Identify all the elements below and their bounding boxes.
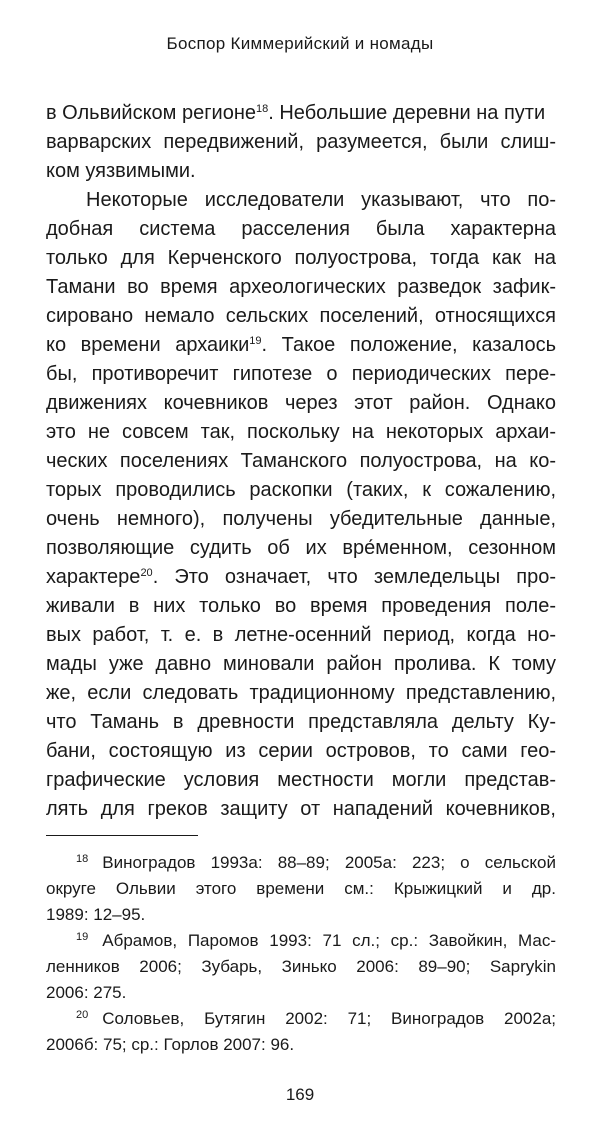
running-header: Боспор Киммерийский и номады <box>166 34 434 53</box>
footnote-number: 19 <box>76 931 89 943</box>
footnote-19: $^{19}$ Абрамов, Паромов 1993: 71 сл.; ср.: Завойкин, Мас- <box>76 931 556 950</box>
body-line: в Ольвийском регионе$^{18}$. Небольшие деревни на пути <box>46 102 546 124</box>
footnote-separator <box>46 835 198 836</box>
body-line: ком уязвимыми. <box>46 160 196 182</box>
body-line: графические условия местности могли представ- <box>46 769 556 791</box>
footnote-number: 18 <box>76 853 89 865</box>
body-line: торых проводились раскопки (таких, к сожалению, <box>46 479 556 501</box>
page-number: 169 <box>285 1085 315 1104</box>
footnote-number: 20 <box>76 1009 89 1021</box>
body-line: лять для греков защиту от нападений кочевников, <box>46 798 556 820</box>
body-line: бы, противоречит гипотезе о периодических пере- <box>46 363 556 385</box>
footnote-line: ленников 2006; Зубарь, Зинько 2006: 89–90; Saprykin <box>46 957 556 976</box>
footnote-ref[interactable]: 19 <box>249 335 262 347</box>
body-line: позволяющие судить об их вре́менном, сезонном <box>46 537 556 559</box>
body-line: Тамани во время археологических разведок зафик- <box>46 276 556 298</box>
body-line: мады уже давно миновали район пролива. К тому <box>46 653 556 675</box>
body-line: движениях кочевников через этот район. Однако <box>46 392 556 414</box>
body-line: очень немного), получены убедительные данные, <box>46 508 556 530</box>
footnote-line: 1989: 12–95. <box>46 905 146 924</box>
footnote-18: $^{18}$ Виноградов 1993а: 88–89; 2005а: 223; о сельской <box>76 853 556 872</box>
body-line: характере$^{20}$. Это означает, что земледельцы про- <box>46 566 556 588</box>
footnote-line: 2006: 275. <box>46 983 127 1002</box>
footnote-line: 2006б: 75; ср.: Горлов 2007: 96. <box>46 1035 295 1054</box>
footnote-ref[interactable]: 18 <box>255 103 269 115</box>
body-line: только для Керченского полуострова, тогда как на <box>46 247 556 269</box>
body-line: Некоторые исследователи указывают, что по- <box>86 189 556 211</box>
body-line: живали в них только во время проведения поле- <box>46 595 556 617</box>
body-line: ческих поселениях Таманского полуострова, на ко- <box>46 450 556 472</box>
body-line: ко времени архаики$^{19}$. Такое положение, казалось <box>46 334 556 356</box>
body-line: добная система расселения была характерна <box>46 218 556 240</box>
body-line: бани, состоящую из серии островов, то сами гео- <box>46 740 556 762</box>
body-line: это не совсем так, поскольку на некоторых архаи- <box>46 421 556 443</box>
body-line: вых работ, т. е. в летне-осенний период, когда но- <box>46 624 556 646</box>
body-line: что Тамань в древности представляла дельту Ку- <box>46 711 556 733</box>
footnote-ref[interactable]: 20 <box>140 567 153 579</box>
body-line: сировано немало сельских поселений, относящихся <box>46 305 556 327</box>
footnote-20: $^{20}$ Соловьев, Бутягин 2002: 71; Виноградов 2002а; <box>76 1009 556 1028</box>
footnote-line: округе Ольвии этого времени см.: Крыжицкий и др. <box>46 879 556 898</box>
body-line: же, если следовать традиционному представлению, <box>46 682 556 704</box>
body-line: варварских передвижений, разумеется, были слиш- <box>46 131 556 153</box>
